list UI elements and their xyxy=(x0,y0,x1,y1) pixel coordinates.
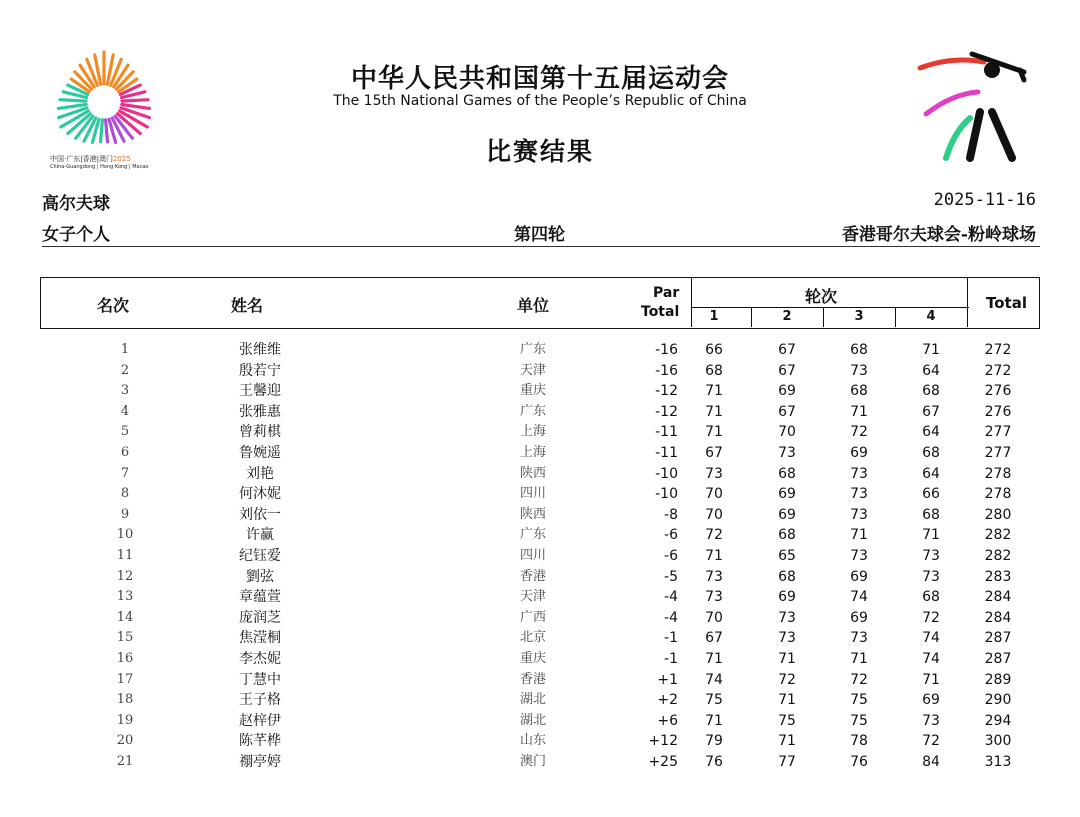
header-round-3: 3 xyxy=(854,309,864,324)
round-4-score-cell: 74 xyxy=(922,650,940,667)
round-1-score-cell: 70 xyxy=(705,486,723,503)
delegation-cell: 香港 xyxy=(519,568,546,584)
table-row xyxy=(40,443,1040,464)
table-row xyxy=(40,525,1040,546)
round-2-score-cell: 75 xyxy=(778,712,796,729)
rank-cell: 2 xyxy=(120,362,130,378)
rank-cell: 21 xyxy=(116,753,134,769)
round-3-score-cell: 75 xyxy=(850,692,868,709)
athlete-name-cell: 劉弦 xyxy=(246,568,274,585)
par-total-cell: +6 xyxy=(657,712,678,729)
round-4-score-cell: 74 xyxy=(922,630,940,647)
rank-cell: 17 xyxy=(116,671,134,687)
delegation-cell: 香港 xyxy=(519,671,546,687)
round-1-score-cell: 71 xyxy=(705,383,723,400)
competition-date: 2025-11-16 xyxy=(933,190,1036,210)
par-total-cell: -10 xyxy=(655,486,678,503)
round-3-score-cell: 68 xyxy=(850,383,868,400)
athlete-name-cell: 赵梓伊 xyxy=(239,712,281,729)
athlete-name-cell: 陈芊桦 xyxy=(239,733,281,750)
par-total-cell: -6 xyxy=(664,547,678,564)
round-4-score-cell: 84 xyxy=(922,753,940,770)
rank-cell: 19 xyxy=(116,712,134,728)
athlete-name-cell: 禤亭婷 xyxy=(239,753,281,770)
header-unit: 单位 xyxy=(517,296,550,315)
round-2-score-cell: 68 xyxy=(778,465,796,482)
athlete-name-cell: 焦滢桐 xyxy=(239,630,281,647)
delegation-cell: 陕西 xyxy=(519,506,546,522)
rank-cell: 7 xyxy=(120,465,130,481)
rank-cell: 1 xyxy=(120,342,130,357)
round-4-score-cell: 69 xyxy=(922,692,940,709)
par-total-cell: -16 xyxy=(655,342,678,358)
round-2-score-cell: 73 xyxy=(778,444,796,461)
round-2-score-cell: 67 xyxy=(778,362,796,379)
results-table-header xyxy=(40,277,1040,329)
rounds-divider xyxy=(692,307,969,308)
round-1-score-cell: 79 xyxy=(705,733,723,750)
total-score-cell: 282 xyxy=(984,527,1012,544)
round-2-score-cell: 71 xyxy=(778,692,796,709)
table-row xyxy=(40,402,1040,423)
round-4-score-cell: 73 xyxy=(922,568,940,585)
par-total-cell: -16 xyxy=(655,362,678,379)
round-2-score-cell: 68 xyxy=(778,568,796,585)
total-score-cell: 276 xyxy=(984,403,1012,420)
delegation-cell: 澳门 xyxy=(519,753,546,769)
round-4-score-cell: 73 xyxy=(922,712,940,729)
round-3-score-cell: 71 xyxy=(850,527,868,544)
round-2-score-cell: 67 xyxy=(778,403,796,420)
round-3-score-cell: 75 xyxy=(850,712,868,729)
table-row xyxy=(40,649,1040,670)
delegation-cell: 湖北 xyxy=(519,692,546,708)
par-total-cell: -5 xyxy=(664,568,678,585)
round-2-score-cell: 73 xyxy=(778,630,796,647)
rank-cell: 14 xyxy=(116,609,134,625)
total-score-cell: 272 xyxy=(984,362,1012,379)
event-name: 女子个人 xyxy=(42,225,110,245)
athlete-name-cell: 章蕴萱 xyxy=(239,589,281,606)
par-total-cell: -10 xyxy=(655,465,678,482)
delegation-cell: 上海 xyxy=(519,424,546,440)
total-score-cell: 289 xyxy=(984,671,1012,688)
delegation-cell: 天津 xyxy=(519,589,546,605)
round-4-score-cell: 64 xyxy=(922,362,940,379)
rank-cell: 12 xyxy=(116,568,134,584)
round-1-score-cell: 70 xyxy=(705,609,723,626)
round-divider xyxy=(751,307,752,327)
total-score-cell: 282 xyxy=(984,547,1012,564)
round-1-score-cell: 66 xyxy=(705,342,723,358)
athlete-name-cell: 王馨迎 xyxy=(239,383,281,400)
round-4-score-cell: 71 xyxy=(922,342,940,358)
table-row xyxy=(40,670,1040,691)
delegation-cell: 四川 xyxy=(519,547,546,563)
table-row xyxy=(40,422,1040,443)
table-row xyxy=(40,381,1040,402)
round-3-score-cell: 68 xyxy=(850,342,868,358)
round-3-score-cell: 69 xyxy=(850,444,868,461)
round-3-score-cell: 73 xyxy=(850,465,868,482)
round-1-score-cell: 71 xyxy=(705,403,723,420)
table-row xyxy=(40,731,1040,752)
rank-cell: 11 xyxy=(116,547,134,563)
round-1-score-cell: 67 xyxy=(705,630,723,647)
page-title: 中华人民共和国第十五届运动会 xyxy=(350,64,729,94)
round-2-score-cell: 67 xyxy=(778,342,796,358)
table-row xyxy=(40,628,1040,649)
round-divider xyxy=(895,307,896,327)
total-score-cell: 290 xyxy=(984,692,1012,709)
round-2-score-cell: 69 xyxy=(778,486,796,503)
column-divider xyxy=(691,278,692,327)
round-3-score-cell: 71 xyxy=(850,403,868,420)
round-3-score-cell: 69 xyxy=(850,568,868,585)
round-3-score-cell: 73 xyxy=(850,486,868,503)
round-1-score-cell: 68 xyxy=(705,362,723,379)
table-row xyxy=(40,484,1040,505)
delegation-cell: 湖北 xyxy=(519,712,546,728)
total-score-cell: 277 xyxy=(984,424,1012,441)
total-score-cell: 300 xyxy=(984,733,1012,750)
round-2-score-cell: 65 xyxy=(778,547,796,564)
athlete-name-cell: 刘依一 xyxy=(239,506,281,523)
header-divider xyxy=(42,246,1040,247)
par-total-cell: -6 xyxy=(664,527,678,544)
round-1-score-cell: 71 xyxy=(705,650,723,667)
rank-cell: 13 xyxy=(116,589,134,605)
athlete-name-cell: 曾莉棋 xyxy=(239,424,281,441)
total-score-cell: 284 xyxy=(984,589,1012,606)
header-round-1: 1 xyxy=(709,309,719,324)
round-1-score-cell: 74 xyxy=(705,671,723,688)
round-3-score-cell: 76 xyxy=(850,753,868,770)
par-total-cell: -12 xyxy=(655,403,678,420)
round-4-score-cell: 71 xyxy=(922,671,940,688)
round-4-score-cell: 72 xyxy=(922,733,940,750)
athlete-name-cell: 纪钰爱 xyxy=(239,547,281,564)
table-row xyxy=(40,505,1040,526)
par-total-cell: -8 xyxy=(664,506,678,523)
round-divider xyxy=(823,307,824,327)
total-score-cell: 294 xyxy=(984,712,1012,729)
delegation-cell: 陕西 xyxy=(519,465,546,481)
header-round-4: 4 xyxy=(926,309,936,324)
delegation-cell: 四川 xyxy=(519,486,546,502)
round-4-score-cell: 73 xyxy=(922,547,940,564)
total-score-cell: 276 xyxy=(984,383,1012,400)
round-3-score-cell: 73 xyxy=(850,630,868,647)
round-4-score-cell: 71 xyxy=(922,527,940,544)
round-4-score-cell: 68 xyxy=(922,506,940,523)
round-1-score-cell: 71 xyxy=(705,424,723,441)
par-total-cell: +2 xyxy=(657,692,678,709)
table-row xyxy=(40,711,1040,732)
par-total-cell: -1 xyxy=(664,630,678,647)
table-row xyxy=(40,608,1040,629)
delegation-cell: 北京 xyxy=(519,630,546,646)
round-2-score-cell: 77 xyxy=(778,753,796,770)
round-4-score-cell: 68 xyxy=(922,383,940,400)
athlete-name-cell: 刘艳 xyxy=(246,465,274,482)
golf-pictogram-icon xyxy=(912,46,1034,164)
round-1-score-cell: 76 xyxy=(705,753,723,770)
round-name: 第四轮 xyxy=(514,225,565,245)
par-total-cell: -4 xyxy=(664,589,678,606)
round-2-score-cell: 70 xyxy=(778,424,796,441)
header-name: 姓名 xyxy=(231,296,264,315)
table-row xyxy=(40,752,1040,773)
venue-name: 香港哥尔夫球会-粉岭球场 xyxy=(841,225,1036,245)
rank-cell: 18 xyxy=(116,692,134,708)
athlete-name-cell: 张维维 xyxy=(239,342,281,358)
rank-cell: 8 xyxy=(120,486,130,502)
athlete-name-cell: 许赢 xyxy=(246,527,274,544)
round-4-score-cell: 64 xyxy=(922,465,940,482)
header-rank: 名次 xyxy=(97,296,130,315)
header-rounds: 轮次 xyxy=(805,287,838,306)
rank-cell: 15 xyxy=(116,630,134,646)
round-3-score-cell: 73 xyxy=(850,506,868,523)
par-total-cell: +1 xyxy=(657,671,678,688)
athlete-name-cell: 殷若宁 xyxy=(239,362,281,379)
delegation-cell: 广东 xyxy=(519,403,546,419)
total-score-cell: 280 xyxy=(984,506,1012,523)
round-3-score-cell: 69 xyxy=(850,609,868,626)
round-4-score-cell: 66 xyxy=(922,486,940,503)
total-score-cell: 272 xyxy=(984,342,1012,358)
round-1-score-cell: 73 xyxy=(705,465,723,482)
delegation-cell: 广西 xyxy=(519,609,546,625)
par-total-cell: -11 xyxy=(655,424,678,441)
round-2-score-cell: 72 xyxy=(778,671,796,688)
rank-cell: 10 xyxy=(116,527,134,543)
par-total-cell: -11 xyxy=(655,444,678,461)
rank-cell: 4 xyxy=(120,403,130,419)
table-row xyxy=(40,690,1040,711)
total-score-cell: 313 xyxy=(984,753,1012,770)
header-round-2: 2 xyxy=(782,309,792,324)
round-1-score-cell: 71 xyxy=(705,712,723,729)
round-3-score-cell: 73 xyxy=(850,362,868,379)
total-score-cell: 287 xyxy=(984,650,1012,667)
page-title-english: The 15th National Games of the People’s Republic of China xyxy=(333,93,747,109)
athlete-name-cell: 何沐妮 xyxy=(239,486,281,503)
rank-cell: 5 xyxy=(120,424,130,440)
round-2-score-cell: 73 xyxy=(778,609,796,626)
sport-name: 高尔夫球 xyxy=(42,194,110,214)
par-total-cell: +12 xyxy=(648,733,678,750)
round-4-score-cell: 67 xyxy=(922,403,940,420)
round-1-score-cell: 73 xyxy=(705,568,723,585)
round-1-score-cell: 72 xyxy=(705,527,723,544)
total-score-cell: 287 xyxy=(984,630,1012,647)
round-4-score-cell: 64 xyxy=(922,424,940,441)
header-par-line1: Par xyxy=(653,285,680,301)
round-3-score-cell: 71 xyxy=(850,650,868,667)
column-divider xyxy=(967,278,968,327)
round-1-score-cell: 75 xyxy=(705,692,723,709)
athlete-name-cell: 丁慧中 xyxy=(239,671,281,688)
delegation-cell: 重庆 xyxy=(519,650,546,666)
logo-caption-en: China-Guangdong | Hong Kong | Macao xyxy=(50,164,149,170)
table-row xyxy=(40,567,1040,588)
rank-cell: 16 xyxy=(116,650,134,666)
round-3-score-cell: 72 xyxy=(850,671,868,688)
round-1-score-cell: 70 xyxy=(705,506,723,523)
table-row xyxy=(40,587,1040,608)
round-3-score-cell: 74 xyxy=(850,589,868,606)
delegation-cell: 广东 xyxy=(519,527,546,543)
rank-cell: 20 xyxy=(116,733,134,749)
round-2-score-cell: 68 xyxy=(778,527,796,544)
delegation-cell: 上海 xyxy=(519,444,546,460)
round-2-score-cell: 71 xyxy=(778,650,796,667)
par-total-cell: -12 xyxy=(655,383,678,400)
round-2-score-cell: 71 xyxy=(778,733,796,750)
athlete-name-cell: 李杰妮 xyxy=(239,650,281,667)
round-2-score-cell: 69 xyxy=(778,506,796,523)
table-row xyxy=(40,464,1040,485)
round-3-score-cell: 72 xyxy=(850,424,868,441)
delegation-cell: 天津 xyxy=(519,362,546,378)
table-row xyxy=(40,340,1040,361)
total-score-cell: 278 xyxy=(984,486,1012,503)
results-table-body xyxy=(40,340,1040,772)
header-par-line2: Total xyxy=(641,304,680,320)
round-3-score-cell: 73 xyxy=(850,547,868,564)
round-4-score-cell: 72 xyxy=(922,609,940,626)
delegation-cell: 山东 xyxy=(519,733,546,749)
rank-cell: 9 xyxy=(120,506,130,522)
round-4-score-cell: 68 xyxy=(922,444,940,461)
athlete-name-cell: 庞润芝 xyxy=(239,609,281,626)
round-2-score-cell: 69 xyxy=(778,589,796,606)
logo-caption-cn: 中国·广东|香港|澳门2025 xyxy=(50,155,131,163)
round-1-score-cell: 73 xyxy=(705,589,723,606)
par-total-cell: -1 xyxy=(664,650,678,667)
table-row xyxy=(40,546,1040,567)
total-score-cell: 277 xyxy=(984,444,1012,461)
total-score-cell: 284 xyxy=(984,609,1012,626)
athlete-name-cell: 张雅惠 xyxy=(239,403,281,420)
par-total-cell: -4 xyxy=(664,609,678,626)
round-2-score-cell: 69 xyxy=(778,383,796,400)
results-heading: 比赛结果 xyxy=(485,137,594,166)
round-1-score-cell: 71 xyxy=(705,547,723,564)
round-4-score-cell: 68 xyxy=(922,589,940,606)
header-total: Total xyxy=(986,294,1027,312)
round-1-score-cell: 67 xyxy=(705,444,723,461)
rank-cell: 6 xyxy=(120,444,130,460)
round-3-score-cell: 78 xyxy=(850,733,868,750)
total-score-cell: 283 xyxy=(984,568,1012,585)
athlete-name-cell: 王子格 xyxy=(239,692,281,709)
total-score-cell: 278 xyxy=(984,465,1012,482)
athlete-name-cell: 鲁婉遥 xyxy=(239,444,281,461)
delegation-cell: 广东 xyxy=(519,342,546,357)
table-row xyxy=(40,361,1040,382)
par-total-cell: +25 xyxy=(648,753,678,770)
rank-cell: 3 xyxy=(120,383,130,399)
delegation-cell: 重庆 xyxy=(519,383,546,399)
